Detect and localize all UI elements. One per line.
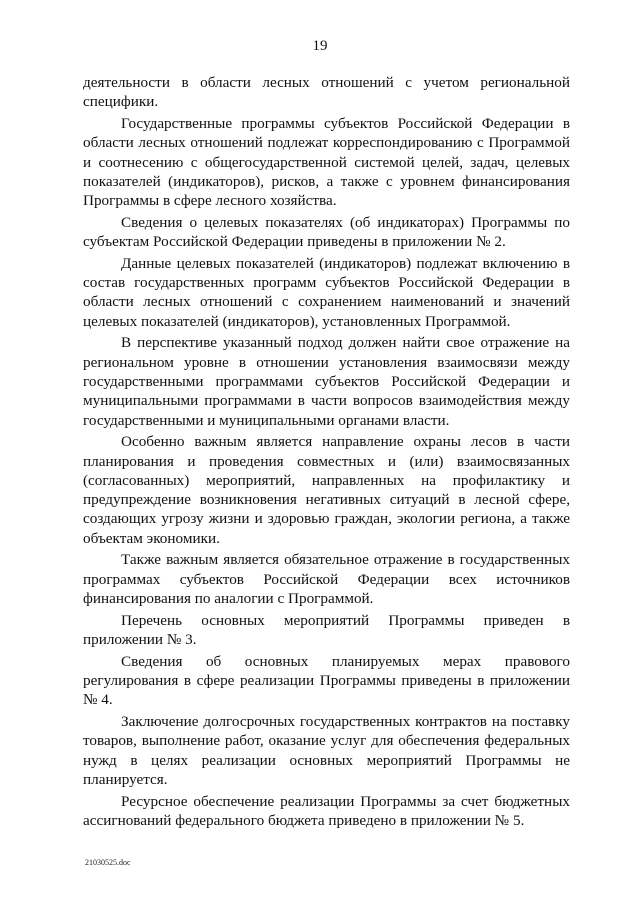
paragraph-long-term-contracts: Заключение долгосрочных государственных контрактов на поставку товаров, выполнение работ, оказание услуг для обеспечения федеральных нужд в целях реализации основных мероприятий Программы не планируется. bbox=[83, 713, 570, 788]
paragraph-continuation: деятельности в области лесных отношений с учетом региональной специфики. bbox=[83, 74, 570, 111]
paragraph-resource-provision: Ресурсное обеспечение реализации Программы за счет бюджетных ассигнований федерального бюджета приведено в приложении № 5. bbox=[83, 792, 570, 829]
paragraph-regional-approach: В перспективе указанный подход должен найти свое отражение на региональном уровне в отношении установления взаимосвязи между государственными программами субъектов Российской Федерации и муниципальными программами в части вопросов взаимодействия между государственными и муниципальными органами власти. bbox=[83, 334, 570, 429]
paragraph-indicators-inclusion: Данные целевых показателей (индикаторов) подлежат включению в состав государственных программ субъектов Российской Федерации в области лесных отношений с сохранением наименований и значений целевых показателей (индикаторов), установленных Программой. bbox=[83, 254, 570, 330]
paragraph-legal-regulation: Сведения об основных планируемых мерах правового регулирования в сфере реализации Программы приведены в приложении № 4. bbox=[83, 652, 570, 709]
paragraph-forest-protection: Особенно важным является направление охраны лесов в части планирования и проведения совместных и (или) взаимосвязанных (согласованных) мероприятий, направленных на профилактику и предупреждение возникновения негативных ситуаций в лесной сфере, создающих угрозу жизни и здоровью граждан, экологии региона, а также объектам экономики. bbox=[83, 433, 570, 547]
page-number: 19 bbox=[312, 38, 328, 54]
paragraph-state-programs: Государственные программы субъектов Российской Федерации в области лесных отношений подлежат корреспондированию с Программой и соотнесению с общегосударственной системой целей, задач, целевых показателей (индикаторов), рисков, а также с уровнем финансирования Программы в сфере лесного хозяйства. bbox=[83, 114, 570, 210]
footer-file-code: 21030525.doc bbox=[85, 858, 131, 867]
paragraph-main-activities: Перечень основных мероприятий Программы приведен в приложении № 3. bbox=[83, 611, 570, 649]
paragraph-financing-sources: Также важным является обязательное отражение в государственных программах субъектов Российской Федерации всех источников финансирования по аналогии с Программой. bbox=[83, 551, 570, 608]
paragraph-target-indicators-info: Сведения о целевых показателях (об индикаторах) Программы по субъектам Российской Федерации приведены в приложении № 2. bbox=[83, 213, 570, 251]
document-body bbox=[83, 73, 570, 833]
